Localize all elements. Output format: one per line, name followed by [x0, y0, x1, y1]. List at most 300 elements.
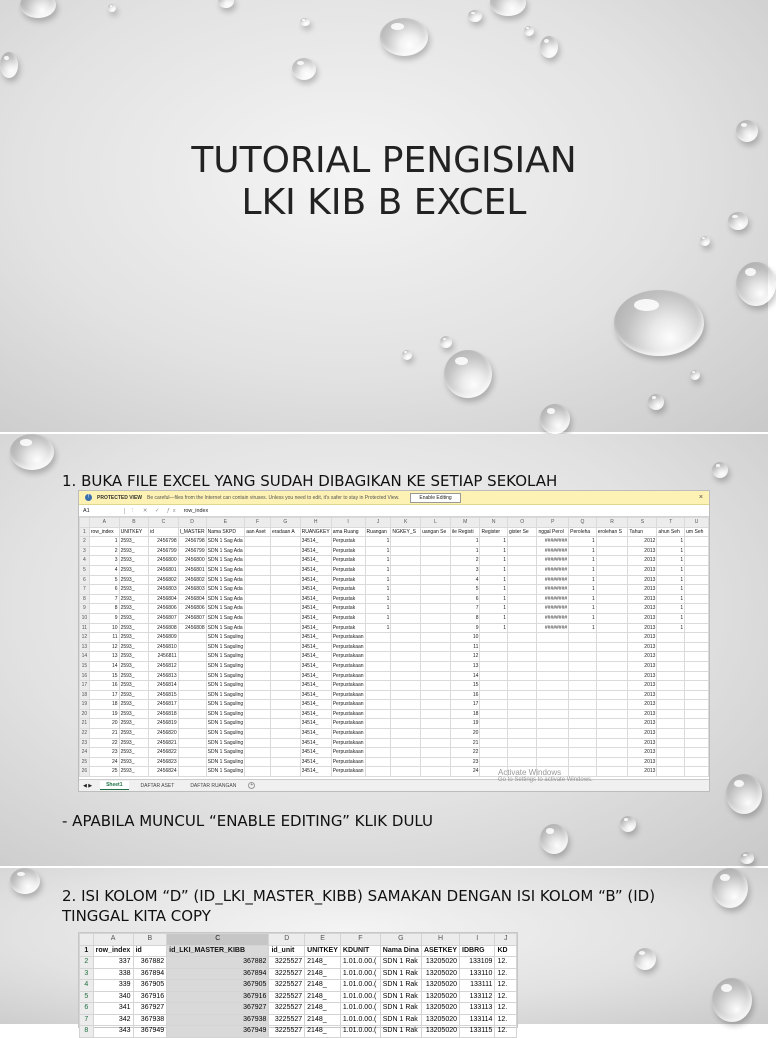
header-cell[interactable]: UNITKEY — [305, 945, 341, 957]
header-cell[interactable]: aan Aset — [245, 527, 271, 537]
cell[interactable] — [685, 642, 709, 652]
cell[interactable]: 19 — [450, 719, 480, 729]
cell[interactable]: 1 — [657, 546, 685, 556]
header-cell[interactable]: IDBRG — [460, 945, 495, 957]
cell[interactable]: 21 — [450, 738, 480, 748]
cell[interactable]: SDN 1 Saguling — [206, 633, 245, 643]
cell[interactable]: 2013 — [628, 623, 657, 633]
header-cell[interactable]: UNITKEY — [119, 527, 149, 537]
cell[interactable] — [421, 709, 451, 719]
cell[interactable] — [596, 738, 628, 748]
cell[interactable] — [685, 738, 709, 748]
cell[interactable]: Perpustak — [331, 537, 365, 547]
cell[interactable] — [245, 767, 271, 777]
cell[interactable]: Perpustak — [331, 575, 365, 585]
cell[interactable]: 2593_ — [119, 719, 149, 729]
cell[interactable] — [507, 757, 536, 767]
cell[interactable]: 23 — [450, 757, 480, 767]
cell[interactable] — [391, 652, 421, 662]
cell[interactable]: 8 — [89, 604, 119, 614]
cell[interactable] — [245, 690, 271, 700]
cell[interactable]: 3225527 — [269, 968, 305, 980]
cell[interactable]: 1 — [569, 604, 597, 614]
cell[interactable]: 1.01.0.00.( — [340, 991, 380, 1003]
row-number[interactable]: 19 — [80, 700, 90, 710]
cell[interactable] — [365, 681, 391, 691]
cell[interactable]: 133113 — [460, 1003, 495, 1015]
header-cell[interactable]: ahun Seh — [657, 527, 685, 537]
cell[interactable]: Perpustakaan — [331, 690, 365, 700]
cell[interactable]: 367882 — [167, 957, 269, 969]
cell[interactable]: 1 — [480, 556, 508, 566]
cell[interactable]: 2593_ — [119, 623, 149, 633]
cell[interactable]: 1 — [569, 546, 597, 556]
column-header[interactable]: H — [421, 934, 459, 946]
cell[interactable] — [270, 681, 300, 691]
cell[interactable] — [391, 575, 421, 585]
cell[interactable]: Perpustakaan — [331, 681, 365, 691]
cell[interactable] — [507, 565, 536, 575]
cell[interactable]: 2148_ — [305, 1026, 341, 1038]
cell[interactable] — [507, 709, 536, 719]
cell[interactable] — [365, 738, 391, 748]
cell[interactable]: Perpustakaan — [331, 709, 365, 719]
row-number[interactable]: 1 — [80, 527, 90, 537]
cell[interactable]: SDN 1 Saguling — [206, 642, 245, 652]
cell[interactable]: 1.01.0.00.( — [340, 957, 380, 969]
cell[interactable]: 2456811 — [149, 652, 178, 662]
cell[interactable]: 2456801 — [149, 565, 178, 575]
sheet-tab-daftar-aset[interactable]: DAFTAR ASET — [140, 782, 175, 789]
row-number[interactable]: 6 — [80, 575, 90, 585]
cell[interactable] — [685, 575, 709, 585]
cell[interactable]: Perpustakaan — [331, 757, 365, 767]
cell[interactable] — [270, 748, 300, 758]
cell[interactable]: Perpustak — [331, 565, 365, 575]
cell[interactable]: SDN 1 Saguling — [206, 729, 245, 739]
cell[interactable] — [270, 719, 300, 729]
cell[interactable] — [685, 690, 709, 700]
cell[interactable] — [421, 690, 451, 700]
cell[interactable]: 13205020 — [421, 980, 459, 992]
header-cell[interactable]: Nama SKPD — [206, 527, 245, 537]
cell[interactable] — [421, 575, 451, 585]
header-cell[interactable]: erolehan S — [596, 527, 628, 537]
cell[interactable] — [685, 613, 709, 623]
cell[interactable]: 2593_ — [119, 681, 149, 691]
column-header[interactable]: E — [305, 934, 341, 946]
header-cell[interactable]: KDUNIT — [340, 945, 380, 957]
cell[interactable] — [569, 652, 597, 662]
cell[interactable] — [270, 729, 300, 739]
cell[interactable] — [480, 642, 508, 652]
cell[interactable]: 4 — [450, 575, 480, 585]
cell[interactable] — [507, 594, 536, 604]
cell[interactable] — [365, 671, 391, 681]
cell[interactable]: 34514_ — [300, 556, 331, 566]
cell[interactable]: SDN 1 Rak — [380, 991, 421, 1003]
row-number[interactable]: 10 — [80, 613, 90, 623]
row-number[interactable]: 18 — [80, 690, 90, 700]
cell[interactable]: Perpustakaan — [331, 738, 365, 748]
column-header[interactable]: D — [178, 518, 206, 528]
cell[interactable] — [569, 690, 597, 700]
cell[interactable]: 24 — [450, 767, 480, 777]
column-header[interactable]: C — [149, 518, 178, 528]
cell[interactable]: 34514_ — [300, 700, 331, 710]
cell[interactable]: 2593_ — [119, 594, 149, 604]
cell[interactable]: 1 — [365, 585, 391, 595]
cell[interactable]: 17 — [450, 700, 480, 710]
cell[interactable] — [421, 604, 451, 614]
cell[interactable]: ######## — [537, 585, 569, 595]
cell[interactable] — [507, 537, 536, 547]
cell[interactable]: 34514_ — [300, 613, 331, 623]
cell[interactable] — [685, 594, 709, 604]
cell[interactable] — [270, 757, 300, 767]
header-cell[interactable]: um Seh — [685, 527, 709, 537]
column-header[interactable]: A — [93, 934, 133, 946]
column-header[interactable]: O — [507, 518, 536, 528]
cell[interactable]: 1 — [569, 585, 597, 595]
cell[interactable] — [391, 623, 421, 633]
cell[interactable] — [507, 681, 536, 691]
column-header[interactable]: F — [245, 518, 271, 528]
cell[interactable]: 2593_ — [119, 642, 149, 652]
cell[interactable] — [391, 748, 421, 758]
cell[interactable]: 1 — [569, 613, 597, 623]
cell[interactable] — [657, 709, 685, 719]
cell[interactable] — [270, 613, 300, 623]
cell[interactable]: 2013 — [628, 709, 657, 719]
column-header[interactable]: S — [628, 518, 657, 528]
header-cell[interactable]: NGKEY_S — [391, 527, 421, 537]
header-cell[interactable]: RUANGKEY — [300, 527, 331, 537]
cell[interactable] — [537, 661, 569, 671]
cell[interactable]: Perpustakaan — [331, 729, 365, 739]
cell[interactable] — [421, 546, 451, 556]
header-cell[interactable]: gister Se — [507, 527, 536, 537]
row-number[interactable]: 8 — [80, 1026, 94, 1038]
cell[interactable]: ######## — [537, 613, 569, 623]
cell[interactable] — [507, 700, 536, 710]
cell[interactable]: 2013 — [628, 613, 657, 623]
cell[interactable]: SDN 1 Sag Ada — [206, 537, 245, 547]
cell[interactable]: 341 — [93, 1003, 133, 1015]
cell[interactable] — [596, 594, 628, 604]
cell[interactable]: 2148_ — [305, 980, 341, 992]
cell[interactable] — [685, 565, 709, 575]
cell[interactable]: SDN 1 Saguling — [206, 681, 245, 691]
header-cell[interactable]: id_LKI_MASTER_KIBB — [167, 945, 269, 957]
cell[interactable] — [507, 604, 536, 614]
cell[interactable] — [569, 633, 597, 643]
cell[interactable] — [569, 661, 597, 671]
cell[interactable] — [480, 671, 508, 681]
cell[interactable] — [178, 652, 206, 662]
cell[interactable]: 2456801 — [178, 565, 206, 575]
enable-editing-button[interactable]: Enable Editing — [410, 493, 460, 503]
cell[interactable]: 34514_ — [300, 729, 331, 739]
cell[interactable]: 2593_ — [119, 565, 149, 575]
row-number[interactable]: 4 — [80, 980, 94, 992]
header-cell[interactable]: id — [133, 945, 167, 957]
cell[interactable]: 2456800 — [149, 556, 178, 566]
cell[interactable]: 34514_ — [300, 537, 331, 547]
cell[interactable] — [685, 604, 709, 614]
cell[interactable]: SDN 1 Saguling — [206, 661, 245, 671]
cell[interactable]: Perpustakaan — [331, 642, 365, 652]
cell[interactable] — [365, 748, 391, 758]
cell[interactable]: 5 — [89, 575, 119, 585]
cell[interactable] — [685, 671, 709, 681]
cell[interactable] — [596, 690, 628, 700]
cell[interactable]: 13205020 — [421, 991, 459, 1003]
cell[interactable]: 2148_ — [305, 1003, 341, 1015]
cell[interactable]: 1 — [657, 623, 685, 633]
row-number[interactable]: 6 — [80, 1003, 94, 1015]
cell[interactable]: 2013 — [628, 671, 657, 681]
cell[interactable] — [596, 546, 628, 556]
cell[interactable]: 343 — [93, 1026, 133, 1038]
row-number[interactable]: 2 — [80, 537, 90, 547]
cell[interactable]: 12. — [495, 980, 517, 992]
cell[interactable] — [596, 652, 628, 662]
cell[interactable] — [480, 738, 508, 748]
cell[interactable]: 22 — [89, 738, 119, 748]
cell[interactable] — [596, 757, 628, 767]
header-cell[interactable]: nggal Perol — [537, 527, 569, 537]
cell[interactable] — [245, 738, 271, 748]
cell[interactable]: 1 — [657, 556, 685, 566]
cell[interactable] — [270, 565, 300, 575]
cell[interactable] — [685, 652, 709, 662]
cell[interactable]: 3 — [450, 565, 480, 575]
cell[interactable]: 2013 — [628, 748, 657, 758]
cell[interactable] — [537, 709, 569, 719]
cell[interactable]: 2593_ — [119, 575, 149, 585]
cell[interactable] — [685, 623, 709, 633]
cell[interactable]: 12. — [495, 957, 517, 969]
close-icon[interactable]: × — [698, 494, 703, 501]
cell[interactable]: 1 — [480, 546, 508, 556]
sheet-grid[interactable] — [79, 517, 709, 779]
cell[interactable] — [270, 642, 300, 652]
row-number[interactable]: 23 — [80, 738, 90, 748]
cell[interactable]: 2148_ — [305, 968, 341, 980]
cell[interactable] — [421, 767, 451, 777]
cell[interactable]: 13205020 — [421, 957, 459, 969]
column-header[interactable]: L — [421, 518, 451, 528]
cell[interactable] — [270, 556, 300, 566]
cell[interactable]: 34514_ — [300, 709, 331, 719]
cell[interactable]: 367905 — [133, 980, 167, 992]
row-number[interactable]: 9 — [80, 604, 90, 614]
cell[interactable] — [178, 767, 206, 777]
cell[interactable]: 20 — [89, 719, 119, 729]
cell[interactable]: 3225527 — [269, 1014, 305, 1026]
cell[interactable] — [569, 671, 597, 681]
cell[interactable]: 8 — [450, 613, 480, 623]
cell[interactable] — [596, 661, 628, 671]
cell[interactable] — [537, 700, 569, 710]
row-number[interactable]: 5 — [80, 565, 90, 575]
cell[interactable]: 2456802 — [149, 575, 178, 585]
cell[interactable] — [537, 681, 569, 691]
cell[interactable] — [537, 671, 569, 681]
cell[interactable] — [365, 729, 391, 739]
cell[interactable] — [507, 633, 536, 643]
cell[interactable] — [480, 690, 508, 700]
cell[interactable]: ######## — [537, 623, 569, 633]
cell[interactable] — [685, 537, 709, 547]
cell[interactable]: SDN 1 Rak — [380, 1003, 421, 1015]
cell[interactable] — [507, 661, 536, 671]
cell[interactable]: SDN 1 Sag Ada — [206, 623, 245, 633]
cell[interactable]: 2593_ — [119, 585, 149, 595]
cell[interactable]: SDN 1 Rak — [380, 1026, 421, 1038]
cell[interactable]: 367938 — [133, 1014, 167, 1026]
cell[interactable]: 13205020 — [421, 1003, 459, 1015]
cell[interactable]: SDN 1 Sag Ada — [206, 575, 245, 585]
cell[interactable]: 3225527 — [269, 1003, 305, 1015]
cell[interactable]: SDN 1 Rak — [380, 968, 421, 980]
cell[interactable] — [245, 700, 271, 710]
add-sheet-icon[interactable]: + — [248, 782, 255, 789]
cell[interactable]: 2013 — [628, 690, 657, 700]
cell[interactable] — [270, 604, 300, 614]
cell[interactable]: 34514_ — [300, 633, 331, 643]
cell[interactable]: ######## — [537, 556, 569, 566]
cell[interactable] — [596, 565, 628, 575]
column-header[interactable]: T — [657, 518, 685, 528]
cell[interactable] — [270, 767, 300, 777]
cell[interactable]: 2013 — [628, 700, 657, 710]
cell[interactable]: 1 — [480, 594, 508, 604]
cell[interactable]: 1 — [365, 537, 391, 547]
cell[interactable]: 2456810 — [149, 642, 178, 652]
cell[interactable] — [365, 690, 391, 700]
column-header[interactable]: E — [206, 518, 245, 528]
cell[interactable]: 1.01.0.00.( — [340, 1026, 380, 1038]
cell[interactable]: 13205020 — [421, 1026, 459, 1038]
cell[interactable]: 1 — [657, 537, 685, 547]
cell[interactable]: 2456806 — [149, 604, 178, 614]
cell[interactable]: 2456800 — [178, 556, 206, 566]
cell[interactable]: SDN 1 Saguling — [206, 748, 245, 758]
cell[interactable]: SDN 1 Sag Ada — [206, 556, 245, 566]
cell[interactable]: 13 — [89, 652, 119, 662]
cell[interactable] — [245, 729, 271, 739]
cell[interactable]: 7 — [450, 604, 480, 614]
cell[interactable] — [480, 661, 508, 671]
cell[interactable]: 34514_ — [300, 623, 331, 633]
cell[interactable]: 12. — [495, 1014, 517, 1026]
cell[interactable] — [596, 613, 628, 623]
cell[interactable] — [569, 719, 597, 729]
cell[interactable] — [685, 757, 709, 767]
cell[interactable] — [391, 604, 421, 614]
cell[interactable] — [421, 757, 451, 767]
cell[interactable] — [596, 709, 628, 719]
row-number[interactable]: 3 — [80, 546, 90, 556]
cell[interactable] — [596, 700, 628, 710]
cell[interactable] — [178, 681, 206, 691]
cell[interactable] — [421, 661, 451, 671]
cell[interactable]: SDN 1 Sag Ada — [206, 585, 245, 595]
cell[interactable]: 2456802 — [178, 575, 206, 585]
cell[interactable] — [245, 661, 271, 671]
cell[interactable] — [507, 642, 536, 652]
cell[interactable]: 2593_ — [119, 652, 149, 662]
cell[interactable] — [391, 719, 421, 729]
column-header[interactable]: I — [331, 518, 365, 528]
cell[interactable]: ######## — [537, 604, 569, 614]
header-cell[interactable]: ile Registi — [450, 527, 480, 537]
cell[interactable] — [365, 633, 391, 643]
cell[interactable]: 2456815 — [149, 690, 178, 700]
cell[interactable]: SDN 1 Sag Ada — [206, 594, 245, 604]
formula-input[interactable]: row_index — [183, 507, 209, 514]
cell[interactable]: 3225527 — [269, 1026, 305, 1038]
cell[interactable]: 367894 — [167, 968, 269, 980]
cell[interactable] — [270, 709, 300, 719]
cell[interactable] — [480, 700, 508, 710]
cell[interactable] — [569, 642, 597, 652]
cell[interactable] — [657, 652, 685, 662]
cell[interactable]: 1 — [480, 613, 508, 623]
cell[interactable]: 1 — [450, 546, 480, 556]
cell[interactable] — [657, 738, 685, 748]
cell[interactable] — [178, 633, 206, 643]
scroll-left-icon[interactable]: ◀ ▶ — [83, 782, 93, 789]
cell[interactable]: 2456808 — [149, 623, 178, 633]
cell[interactable] — [178, 748, 206, 758]
header-cell[interactable]: id — [149, 527, 178, 537]
row-number[interactable]: 1 — [80, 945, 94, 957]
cell[interactable]: 6 — [450, 594, 480, 604]
column-header[interactable]: G — [270, 518, 300, 528]
cell[interactable] — [245, 537, 271, 547]
cell[interactable]: 15 — [450, 681, 480, 691]
cell[interactable]: 34514_ — [300, 594, 331, 604]
cell[interactable]: 1 — [480, 623, 508, 633]
cell[interactable] — [391, 537, 421, 547]
cell[interactable]: 1 — [569, 556, 597, 566]
cell[interactable]: SDN 1 Sag Ada — [206, 565, 245, 575]
cell[interactable]: 2013 — [628, 575, 657, 585]
cell[interactable]: 2456798 — [178, 537, 206, 547]
cell[interactable] — [178, 709, 206, 719]
row-number[interactable]: 4 — [80, 556, 90, 566]
cell[interactable] — [480, 709, 508, 719]
cell[interactable] — [685, 661, 709, 671]
cell[interactable] — [657, 633, 685, 643]
cell[interactable]: 2456822 — [149, 748, 178, 758]
cell[interactable] — [596, 729, 628, 739]
column-header[interactable]: N — [480, 518, 508, 528]
cell[interactable]: 10 — [89, 623, 119, 633]
cell[interactable]: 2013 — [628, 738, 657, 748]
cell[interactable] — [569, 748, 597, 758]
cell[interactable] — [685, 700, 709, 710]
cell[interactable]: 2593_ — [119, 546, 149, 556]
cell[interactable]: 14 — [450, 671, 480, 681]
cell[interactable]: 133109 — [460, 957, 495, 969]
cell[interactable] — [507, 546, 536, 556]
cell[interactable] — [685, 719, 709, 729]
cell[interactable]: 1 — [450, 537, 480, 547]
